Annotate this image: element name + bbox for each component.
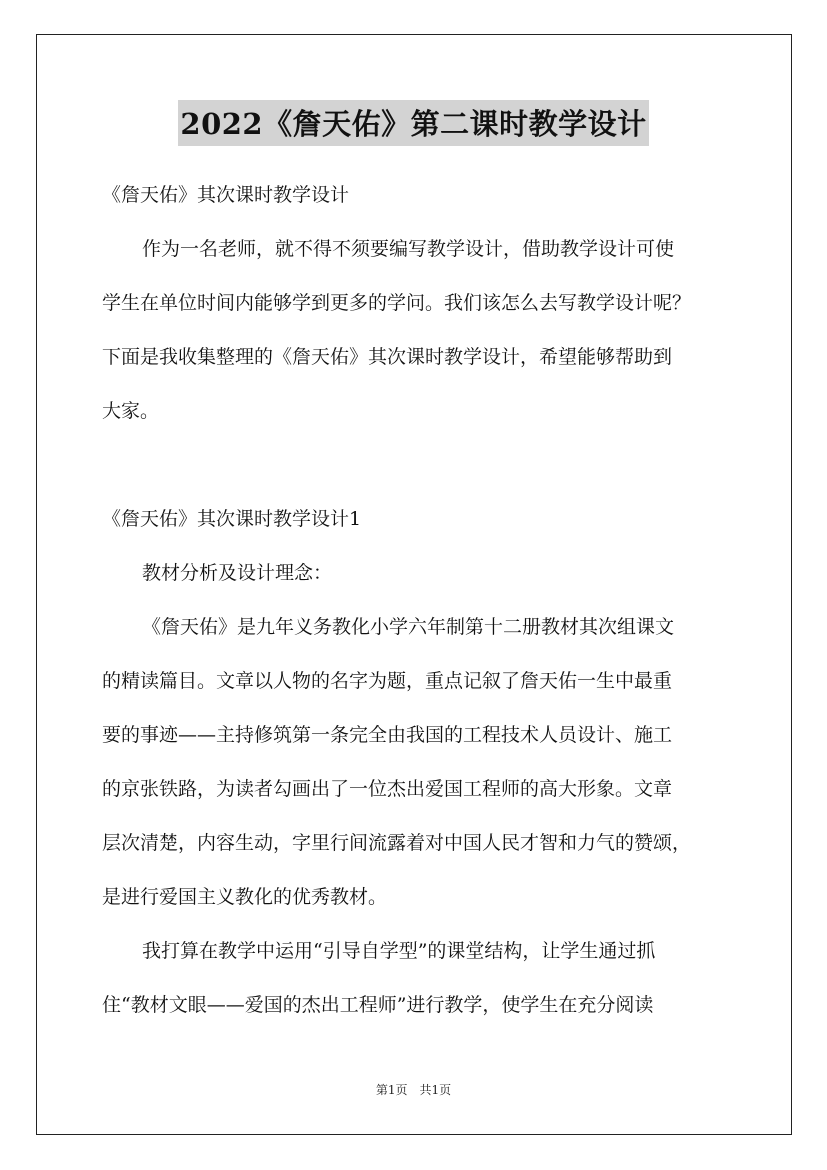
paragraph-line: 我打算在教学中运用“引导自学型”的课堂结构，让学生通过抓 (142, 940, 656, 962)
paragraph-line: 的精读篇目。文章以人物的名字为题，重点记叙了詹天佑一生中最重 (102, 670, 673, 692)
paragraph-line: 的京张铁路，为读者勾画出了一位杰出爱国工程师的高大形象。文章 (102, 778, 673, 800)
paragraph-line: 下面是我收集整理的《詹天佑》其次课时教学设计，希望能够帮助到 (102, 346, 673, 368)
title-container (0, 100, 827, 146)
document-title: 2022《詹天佑》第二课时教学设计 (178, 100, 648, 146)
paragraph-line: 层次清楚，内容生动，字里行间流露着对中国人民才智和力气的赞颂， (102, 832, 692, 854)
section-heading: 《詹天佑》其次课时教学设计1 (102, 508, 362, 530)
paragraph-line: 《詹天佑》是九年义务教化小学六年制第十二册教材其次组课文 (142, 616, 675, 638)
paragraph-line: 是进行爱国主义教化的优秀教材。 (102, 886, 388, 908)
paragraph-line: 作为一名老师，就不得不须要编写教学设计，借助教学设计可使 (142, 238, 675, 260)
paragraph-line: 学生在单位时间内能够学到更多的学问。我们该怎么去写教学设计呢？ (102, 292, 692, 314)
page-footer: 第1页 共1页 (375, 1083, 452, 1097)
paragraph-line: 要的事迹——主持修筑第一条完全由我国的工程技术人员设计、施工 (102, 724, 673, 746)
paragraph-line: 大家。 (102, 400, 160, 422)
subtitle-line: 《詹天佑》其次课时教学设计 (102, 184, 350, 206)
paragraph-line: 教材分析及设计理念： (142, 562, 333, 584)
paragraph-line: 住“教材文眼——爱国的杰出工程师”进行教学，使学生在充分阅读 (102, 994, 654, 1016)
